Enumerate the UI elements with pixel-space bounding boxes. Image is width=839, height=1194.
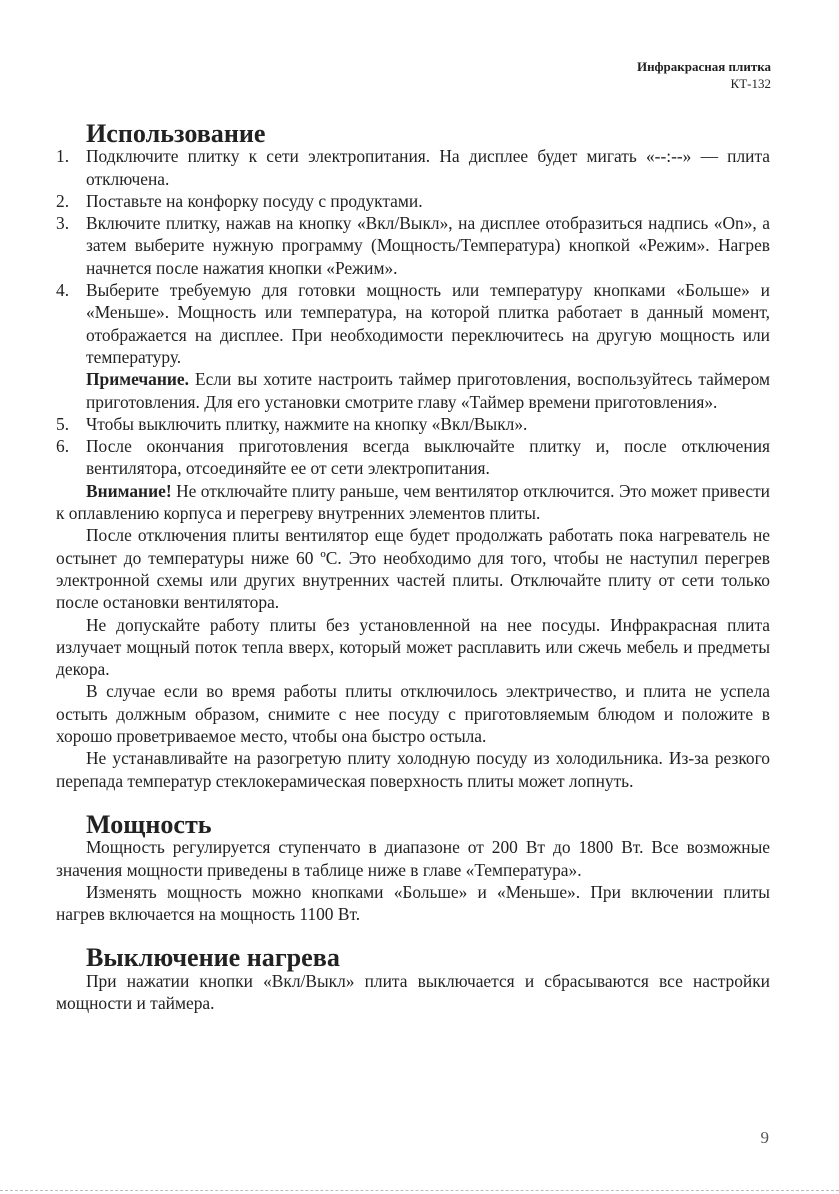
body-paragraph: Мощность регулируется ступенчато в диапазоне от 200 Вт до 1800 Вт. Все возможные значения мощности приведены в таблице ниже в главе «Температура».: [56, 837, 770, 880]
list-item-number: 2.: [56, 190, 70, 211]
page-content: [56, 119, 770, 1014]
body-paragraph: Не устанавливайте на разогретую плиту холодную посуду из холодильника. Из-за резкого перепада температур стеклокерамическая поверхность плиты может лопнуть.: [56, 748, 770, 791]
note-label: Примечание.: [86, 369, 189, 390]
section-heading-heat-off: Выключение нагрева: [86, 943, 340, 973]
list-item-number: 1.: [56, 146, 70, 167]
usage-steps-list: [56, 145, 770, 368]
list-item: [56, 145, 770, 190]
usage-note: [56, 368, 770, 413]
list-item: [56, 413, 770, 435]
section-heading-power: Мощность: [86, 809, 212, 839]
warning-text: Не отключайте плиту раньше, чем вентилятор отключится. Это может привести к оплавлению корпуса и перегреву внутренних элементов плиты.: [56, 480, 770, 524]
usage-steps-list-continued: [56, 413, 770, 480]
list-item: [56, 279, 770, 368]
list-item-text: Включите плитку, нажав на кнопку «Вкл/Выкл», на дисплее отобразиться надпись «On», а затем выберите нужную программу (Мощность/Температура) кнопкой «Режим». Нагрев начнется после нажатия кнопки «Режим».: [86, 213, 770, 278]
section-heading-usage: Использование: [86, 119, 266, 148]
body-paragraph: После отключения плиты вентилятор еще будет продолжать работать пока нагреватель не остынет до температуры ниже 60 ºС. Это необходимо для того, чтобы не наступил перегрев электронной схемы или других внутренних частей плиты. Отключайте плиту от сети только после остановки вентилятора.: [56, 525, 770, 613]
page-bottom-edge: [0, 1190, 839, 1192]
body-paragraph: Не допускайте работу плиты без установленной на нее посуды. Инфракрасная плита излучает мощный поток тепла вверх, который может расплавить или сжечь мебель и предметы декора.: [56, 614, 770, 680]
list-item: [56, 190, 770, 212]
warning-label: Внимание!: [86, 480, 172, 501]
header-model: КТ-132: [730, 76, 771, 91]
list-item: [56, 435, 770, 480]
page-number: 9: [760, 1128, 769, 1147]
body-paragraph: В случае если во время работы плиты отключилось электричество, и плита не успела остыть должным образом, снимите с нее посуду с приготовляемым блюдом и положите в хорошо проветриваемое место, чтобы она быстро остыла.: [56, 681, 770, 747]
list-item-text: Чтобы выключить плитку, нажмите на кнопку «Вкл/Выкл».: [86, 413, 528, 434]
body-paragraph: При нажатии кнопки «Вкл/Выкл» плита выключается и сбрасываются все настройки мощности и таймера.: [56, 970, 770, 1013]
list-item-text: Выберите требуемую для готовки мощность или температуру кнопками «Больше» и «Меньше». Мощность или температура, на которой плитка работает в данный момент, отображается на дисплее. При необходимости переключитесь на другую мощность или температуру.: [86, 280, 770, 367]
warning-paragraph: [56, 480, 770, 525]
note-text: Если вы хотите настроить таймер приготовления, воспользуйтесь таймером приготовления. Для его установки смотрите главу «Таймер времени приготовления».: [86, 369, 770, 412]
list-item-text: Поставьте на конфорку посуду с продуктами.: [86, 190, 423, 211]
header-product-name: Инфракрасная плитка: [636, 59, 771, 74]
list-item-number: 4.: [56, 280, 70, 301]
page-header: [637, 58, 771, 92]
body-paragraph: Изменять мощность можно кнопками «Больше» и «Меньше». При включении плиты нагрев включается на мощность 1100 Вт.: [56, 881, 770, 925]
list-item-number: 5.: [56, 413, 70, 434]
list-item-number: 6.: [56, 436, 70, 457]
list-item-text: После окончания приготовления всегда выключайте плитку и, после отключения вентилятора, отсоединяйте ее от сети электропитания.: [86, 436, 770, 479]
list-item-number: 3.: [56, 213, 70, 234]
list-item-text: Подключите плитку к сети электропитания. На дисплее будет мигать «--:--» — плита отключена.: [86, 146, 770, 189]
list-item: [56, 212, 770, 279]
